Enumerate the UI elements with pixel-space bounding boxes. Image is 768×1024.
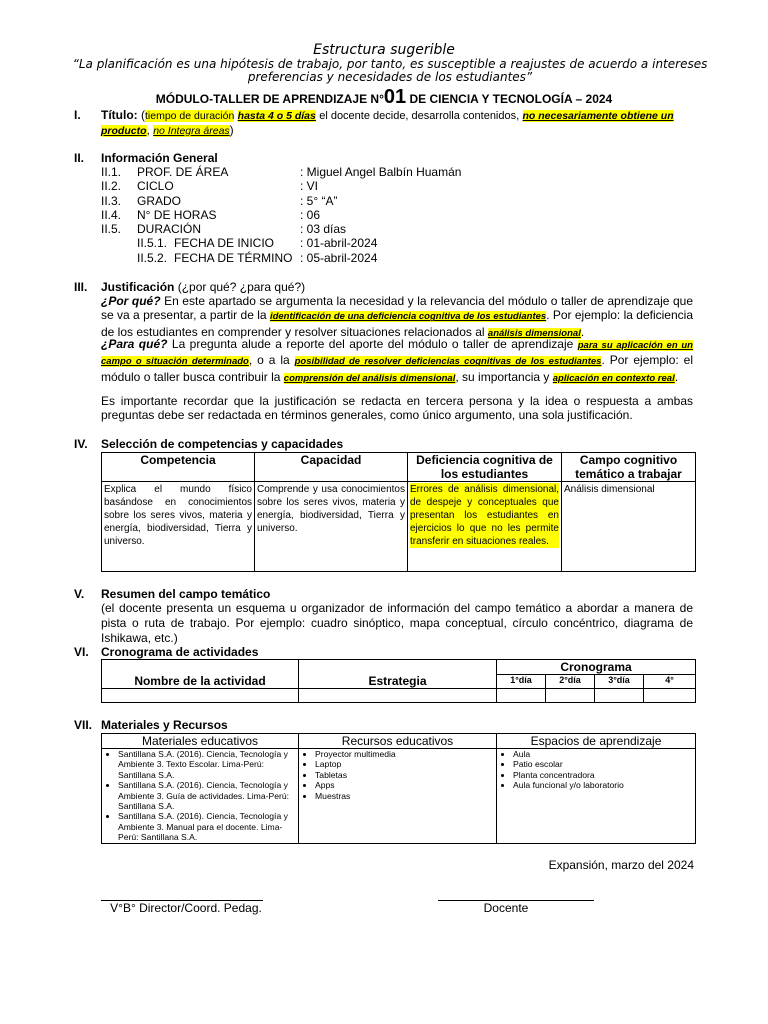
header-capacidad: Capacidad bbox=[255, 453, 408, 482]
recursos-list bbox=[301, 749, 494, 801]
recursos-item: • Tabletas bbox=[315, 770, 494, 780]
info-code: II.4. bbox=[101, 207, 122, 222]
module-heading bbox=[0, 86, 768, 109]
section-3-heading bbox=[101, 280, 305, 294]
section-6-number: VI. bbox=[74, 645, 89, 659]
highlight-no-integra: no Integra áreas bbox=[153, 125, 230, 137]
comma: , bbox=[146, 123, 150, 137]
materiales-item: • Santillana S.A. (2016). Ciencia, Tecnología y Ambiente 3. Guía de actividades. Lima-Perú: Santillana S.A. bbox=[118, 780, 296, 811]
info-label: FECHA DE INICIO bbox=[174, 236, 275, 251]
paren-open: ( bbox=[141, 108, 145, 122]
header-strategy: Estrategia bbox=[299, 660, 497, 689]
general-info-item bbox=[101, 222, 601, 236]
espacios-item: • Aula funcional y/o laboratorio bbox=[513, 780, 693, 790]
schedule-cell bbox=[644, 689, 696, 703]
espacios-item: • Planta concentradora bbox=[513, 770, 693, 780]
general-info-subitem bbox=[101, 236, 601, 250]
general-info-item bbox=[101, 179, 601, 193]
materials-header-row bbox=[102, 734, 696, 749]
section-5-number: V. bbox=[74, 587, 85, 601]
espacios-item: • Aula bbox=[513, 749, 693, 759]
espacios-list bbox=[499, 749, 693, 791]
header-day-1: 1°día bbox=[497, 675, 546, 689]
info-value: : 05-abril-2024 bbox=[300, 250, 378, 265]
section-3-label-tail: (¿por qué? ¿para qué?) bbox=[177, 280, 306, 294]
porque-highlight-2: análisis dimensional bbox=[487, 327, 581, 339]
place-date: Expansión, marzo del 2024 bbox=[548, 858, 694, 872]
info-value: : VI bbox=[300, 179, 319, 194]
materials-row bbox=[102, 749, 696, 844]
paraque-highlight-2: posibilidad de resolver deficiencias cognitivas de los estudiantes bbox=[294, 356, 602, 368]
highlight-duration: tiempo de duración bbox=[145, 110, 235, 122]
header-day-3: 3°día bbox=[595, 675, 644, 689]
materiales-item: • Santillana S.A. (2016). Ciencia, Tecnología y Ambiente 3. Texto Escolar. Lima-Perú: Santillana S.A. bbox=[118, 749, 296, 780]
header-deficiencia: Deficiencia cognitiva de los estudiantes bbox=[408, 453, 562, 482]
highlight-days: hasta 4 o 5 días bbox=[237, 110, 316, 122]
justification-paraque bbox=[101, 337, 693, 386]
competencies-row bbox=[102, 482, 696, 572]
section-6-label: Cronograma de actividades bbox=[101, 645, 259, 659]
info-code: II.5. bbox=[101, 222, 122, 237]
general-info-subitem bbox=[101, 251, 601, 265]
section-4-number: IV. bbox=[74, 437, 88, 451]
general-info-item bbox=[101, 194, 601, 208]
recursos-item: • Apps bbox=[315, 780, 494, 790]
paraque-text-3: . Por ejemplo: el módulo o taller busca contribuir la bbox=[101, 353, 693, 384]
section-4-label: Selección de competencias y capacidades bbox=[101, 437, 344, 451]
module-number: 01 bbox=[383, 86, 407, 108]
porque-text-1: En este apartado se argumenta la necesidad y la relevancia del módulo o taller de aprendizaje que se va a presentar, a partir de la bbox=[101, 294, 693, 323]
materials-table bbox=[101, 733, 696, 844]
section-1-label: Título: bbox=[101, 108, 138, 122]
porque-text-2: . Por ejemplo: la deficiencia de los estudiantes en comprender y resolver situaciones relacionados al bbox=[101, 308, 693, 339]
section-2-label: Información General bbox=[101, 151, 218, 165]
paraque-text-1: La pregunta alude a reporte del aporte del módulo o taller de aprendizaje bbox=[171, 337, 574, 351]
section-1-title bbox=[101, 108, 697, 138]
highlight-no-product: no necesariamente obtiene un producto bbox=[101, 110, 674, 137]
schedule-cell bbox=[102, 689, 299, 703]
section-7-number: VII. bbox=[74, 718, 93, 732]
header-espacios: Espacios de aprendizaje bbox=[497, 734, 696, 749]
info-label: FECHA DE TÉRMINO bbox=[174, 250, 293, 265]
porque-question: ¿Por qué? bbox=[101, 294, 161, 308]
cell-recursos bbox=[299, 749, 497, 844]
justification-note: Es importante recordar que la justificación se redacta en tercera persona y la idea o respuesta a ambas preguntas debe ser redactada en términos generales, como único argumento, una sola justificación. bbox=[101, 394, 693, 423]
cell-deficiencia-text: Errores de análisis dimensional, de despeje y conceptuales que presentan los estudiantes en ejercicios lo que no les permite transferir en situaciones reales. bbox=[410, 484, 559, 547]
info-code: II.5.1. bbox=[137, 236, 168, 251]
section-3-label: Justificación bbox=[101, 280, 175, 294]
info-value: : Miguel Angel Balbín Huamán bbox=[300, 165, 462, 179]
section-5-text: (el docente presenta un esquema u organizador de información del campo temático a abordar a manera de pista o ruta de trabajo. Por ejemplo: cuadro sinóptico, mapa conceptual, círculo concéntrico, diagrama de Ishikawa, etc.) bbox=[101, 601, 693, 645]
info-label: GRADO bbox=[137, 193, 182, 208]
info-code: II.1. bbox=[101, 165, 122, 179]
justification-porque bbox=[101, 294, 693, 341]
general-info-item bbox=[101, 165, 601, 179]
paraque-question: ¿Para qué? bbox=[101, 337, 168, 351]
section-5-label: Resumen del campo temático bbox=[101, 587, 271, 601]
signature-docente: Docente bbox=[483, 901, 529, 915]
section-2-number: II. bbox=[74, 151, 85, 165]
header-competencia: Competencia bbox=[102, 453, 255, 482]
schedule-cell bbox=[546, 689, 595, 703]
epigraph-quote bbox=[60, 58, 720, 84]
info-code: II.5.2. bbox=[137, 250, 168, 265]
cell-campo: Análisis dimensional bbox=[562, 482, 696, 572]
quote-line-1: “La planificación es una hipótesis de trabajo, por tanto, es susceptible a reajustes de acuerdo a intereses bbox=[72, 57, 708, 71]
info-label: N° DE HORAS bbox=[137, 207, 217, 222]
header-day-4: 4° bbox=[644, 675, 696, 689]
header-materiales: Materiales educativos bbox=[102, 734, 299, 749]
info-value: : 01-abril-2024 bbox=[300, 236, 378, 251]
header-schedule: Cronograma bbox=[497, 660, 696, 675]
paren-close: ) bbox=[229, 123, 234, 137]
general-info-list bbox=[101, 165, 601, 265]
header-campo: Campo cognitivo temático a trabajar bbox=[562, 453, 696, 482]
info-value: : 03 días bbox=[300, 222, 347, 237]
paraque-text-5: . bbox=[674, 369, 679, 384]
info-label: PROF. DE ÁREA bbox=[137, 165, 229, 179]
competencies-header-row bbox=[102, 453, 696, 482]
schedule-empty-row bbox=[102, 689, 696, 703]
cell-espacios bbox=[497, 749, 696, 844]
espacios-item: • Patio escolar bbox=[513, 759, 693, 769]
paraque-highlight-4: aplicación en contexto real bbox=[552, 372, 675, 384]
schedule-header-row-1 bbox=[102, 660, 696, 675]
recursos-item: • Laptop bbox=[315, 759, 494, 769]
materiales-item: • Santillana S.A. (2016). Ciencia, Tecnología y Ambiente 3. Manual para el docente. Lima-Perú: Santillana S.A. bbox=[118, 811, 296, 842]
section-1-number: I. bbox=[74, 108, 81, 122]
cell-capacidad: Comprende y usa conocimientos sobre los seres vivos, materia y energía, biodiversidad, Tierra y universo. bbox=[255, 482, 408, 572]
info-label: CICLO bbox=[137, 179, 174, 194]
porque-text-3: . bbox=[580, 324, 585, 339]
schedule-cell bbox=[299, 689, 497, 703]
paraque-highlight-1: para su aplicación en un campo o situación determinado bbox=[101, 340, 693, 368]
info-value: : 5° “A” bbox=[300, 193, 338, 208]
cell-deficiencia bbox=[408, 482, 562, 572]
header-day-2: 2°día bbox=[546, 675, 595, 689]
recursos-item: • Proyector multimedia bbox=[315, 749, 494, 759]
recursos-item: • Muestras bbox=[315, 791, 494, 801]
materiales-list bbox=[104, 749, 296, 843]
competencies-table bbox=[101, 452, 696, 572]
schedule-cell bbox=[595, 689, 644, 703]
cell-materiales bbox=[102, 749, 299, 844]
quote-line-2: preferencias y necesidades de los estudiantes” bbox=[247, 70, 533, 84]
porque-highlight-1: identificación de una deficiencia cognitiva de los estudiantes bbox=[269, 311, 547, 323]
paraque-text-2: , o a la bbox=[248, 353, 290, 368]
info-label: DURACIÓN bbox=[137, 222, 202, 237]
section-3-number: III. bbox=[74, 280, 88, 294]
info-code: II.2. bbox=[101, 179, 122, 194]
header-activity: Nombre de la actividad bbox=[102, 660, 299, 689]
schedule-cell bbox=[497, 689, 546, 703]
section-1-middle-text: el docente decide, desarrolla contenidos, bbox=[319, 110, 520, 122]
section-7-label: Materiales y Recursos bbox=[101, 718, 228, 732]
document-title-text: Estructura sugerible bbox=[313, 42, 455, 58]
document-title bbox=[0, 42, 768, 58]
cell-competencia: Explica el mundo físico basándose en conocimientos sobre los seres vivos, materia y energía, biodiversidad, Tierra y universo. bbox=[102, 482, 255, 572]
module-prefix: MÓDULO-TALLER DE APRENDIZAJE N° bbox=[155, 92, 384, 106]
module-suffix: DE CIENCIA Y TECNOLOGÍA – 2024 bbox=[409, 92, 613, 106]
signature-director: V°B° Director/Coord. Pedag. bbox=[110, 901, 262, 915]
paraque-text-4: , su importancia y bbox=[455, 369, 550, 384]
paraque-highlight-3: comprensión del análisis dimensional bbox=[283, 372, 456, 384]
info-code: II.3. bbox=[101, 193, 122, 208]
schedule-table bbox=[101, 659, 696, 703]
general-info-item bbox=[101, 208, 601, 222]
info-value: : 06 bbox=[300, 207, 321, 222]
header-recursos: Recursos educativos bbox=[299, 734, 497, 749]
